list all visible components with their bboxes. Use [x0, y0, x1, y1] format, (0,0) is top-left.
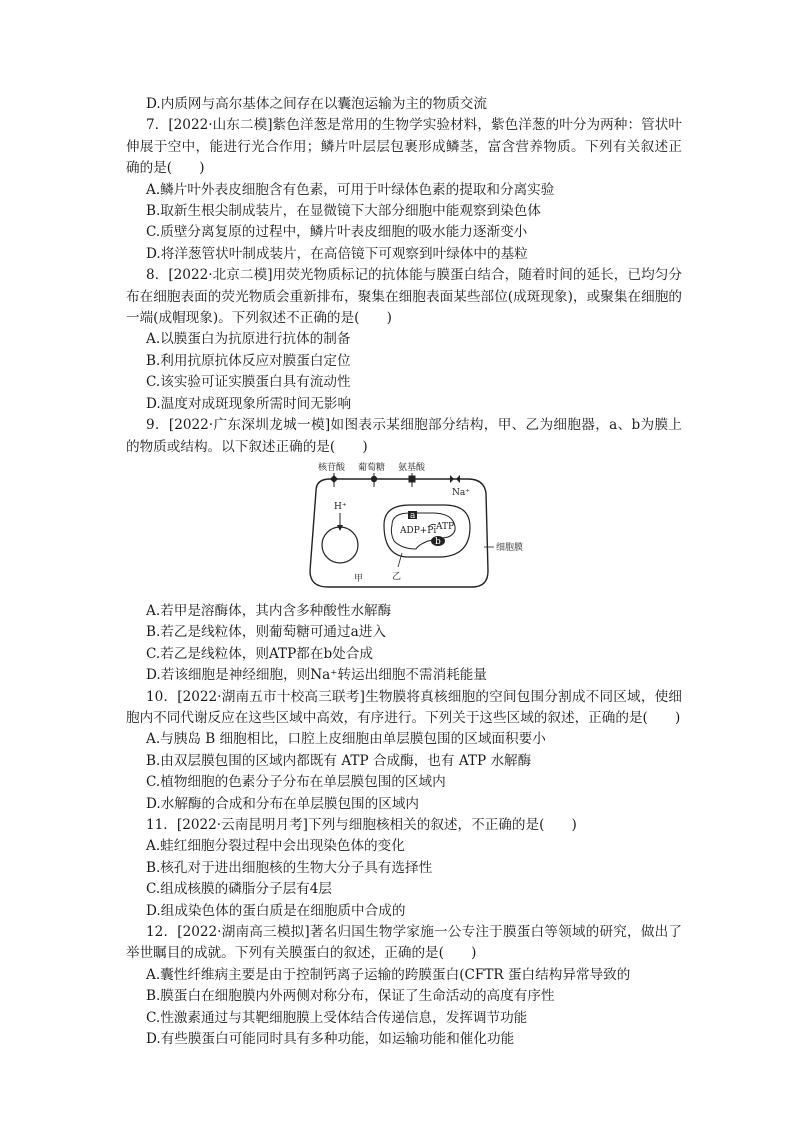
- question-8-option-b: B.利用抗原抗体反应对膜蛋白定位: [146, 352, 351, 369]
- na-channel-right: [456, 475, 460, 483]
- label-glucose: 葡萄糖: [358, 462, 386, 473]
- label-a: a: [410, 510, 416, 521]
- question-8-option-c: C.该实验可证实膜蛋白具有流动性: [146, 374, 351, 391]
- question-12-option-d: D.有些膜蛋白可能同时具有多种功能，如运输功能和催化功能: [146, 1031, 515, 1048]
- label-nucleotide: 核苷酸: [318, 462, 346, 473]
- question-9-option-b: B.若乙是线粒体，则葡萄糖可通过a进入: [146, 624, 386, 641]
- label-atp: ATP: [436, 521, 455, 532]
- question-7-option-b: B.取新生根尖制成装片，在显微镜下大部分细胞中能观察到染色体: [146, 203, 541, 220]
- glucose-marker: [371, 476, 377, 482]
- question-12-stem: 12．[2022·湖南高三模拟]著名归国生物学家施一公专注于膜蛋白等领域的研究，做出了举世瞩目的成就。下列有关膜蛋白的叙述，正确的是( ): [126, 924, 682, 962]
- question-8-stem: 8．[2022·北京二模]用荧光物质标记的抗体能与膜蛋白结合，随着时间的延长，已均匀分布在细胞表面的荧光物质会重新排布，聚集在细胞表面某些部位(成斑现象)，或聚集在细胞的一端(成帽现象)。下列叙述不正确的是( ): [126, 267, 682, 327]
- na-channel-left: [450, 475, 454, 483]
- question-9-option-d: D.若该细胞是神经细胞，则Na⁺转运出细胞不需消耗能量: [146, 667, 487, 684]
- question-11-option-c: C.组成核膜的磷脂分子层有4层: [146, 881, 333, 898]
- label-yi: 乙: [392, 571, 402, 582]
- question-10-option-d: D.水解酶的合成和分布在单层膜包围的区域内: [146, 795, 420, 812]
- question-10-option-a: A.与胰岛 B 细胞相比，口腔上皮细胞由单层膜包围的区域面积要小: [146, 731, 546, 748]
- question-9-option-a: A.若甲是溶酶体，其内含多种酸性水解酶: [146, 602, 392, 619]
- amino-acid-marker: [409, 475, 416, 482]
- question-11-option-a: A.蛙红细胞分裂过程中会出现染色体的变化: [146, 838, 405, 855]
- organelle-jia: [322, 527, 358, 563]
- question-9-stem: 9．[2022·广东深圳龙城一模]如图表示某细胞部分结构，甲、乙为细胞器，a、b为膜上的物质或结构。以下叙述正确的是( ): [126, 417, 682, 455]
- label-amino-acid: 氨基酸: [398, 462, 426, 473]
- question-content: [126, 94, 682, 1050]
- label-b: b: [435, 536, 441, 547]
- question-12-option-c: C.性激素通过与其靶细胞膜上受体结合传递信息，发挥调节功能: [146, 1009, 528, 1026]
- label-jia: 甲: [354, 573, 364, 584]
- question-7-stem: 7．[2022·山东二模]紫色洋葱是常用的生物学实验材料，紫色洋葱的叶分为两种：管状叶伸展于空中，能进行光合作用；鳞片叶层层包裹形成鳞茎，富含营养物质。下列有关叙述正确的是( ): [126, 117, 682, 177]
- question-10-stem: 10．[2022·湖南五市十校高三联考]生物膜将真核细胞的空间包围分割成不同区域，使细胞内不同代谢反应在这些区域中高效，有序进行。下列关于这些区域的叙述，正确的是( ): [126, 688, 682, 726]
- question-7-option-c: C.质壁分离复原的过程中，鳞片叶表皮细胞的吸水能力逐渐变小: [146, 224, 528, 241]
- label-h: H⁺: [334, 501, 347, 512]
- question-11-option-b: B.核孔对于进出细胞核的生物大分子具有选择性: [146, 859, 433, 876]
- cell-structure-figure: [298, 461, 538, 595]
- prev-question-option-d: D.内质网与高尔基体之间存在以囊泡运输为主的物质交流: [146, 96, 487, 112]
- question-12-option-b: B.膜蛋白在细胞膜内外两侧对称分布，保证了生命活动的高度有序性: [146, 988, 555, 1005]
- label-membrane: 细胞膜: [496, 542, 524, 553]
- cell-diagram: [298, 461, 538, 595]
- question-9-option-c: C.若乙是线粒体，则ATP都在b处合成: [146, 645, 373, 662]
- label-adp: ADP+Pi: [400, 525, 437, 536]
- question-8-option-a: A.以膜蛋白为抗原进行抗体的制备: [146, 331, 351, 348]
- question-11-stem: 11．[2022·云南昆明月考]下列与细胞核相关的叙述，不正确的是( ): [146, 816, 577, 833]
- question-10-option-b: B.由双层膜包围的区域内都既有 ATP 合成酶，也有 ATP 水解酶: [146, 752, 532, 769]
- question-11-option-d: D.组成染色体的蛋白质是在细胞质中合成的: [146, 902, 406, 919]
- question-7-option-d: D.将洋葱管状叶制成装片，在高倍镜下可观察到叶绿体中的基粒: [146, 245, 528, 262]
- question-8-option-d: D.温度对成斑现象所需时间无影响: [146, 395, 352, 412]
- question-7-option-a: A.鳞片叶外表皮细胞含有色素，可用于叶绿体色素的提取和分离实验: [146, 181, 555, 198]
- nucleotide-marker: [330, 475, 338, 483]
- question-12-option-a: A.囊性纤维病主要是由于控制钙离子运输的跨膜蛋白(CFTR 蛋白结构异常导致的: [146, 966, 631, 983]
- h-arrow-head: [337, 525, 343, 531]
- label-na: Na⁺: [452, 487, 470, 498]
- question-10-option-c: C.植物细胞的色素分子分布在单层膜包围的区域内: [146, 774, 446, 791]
